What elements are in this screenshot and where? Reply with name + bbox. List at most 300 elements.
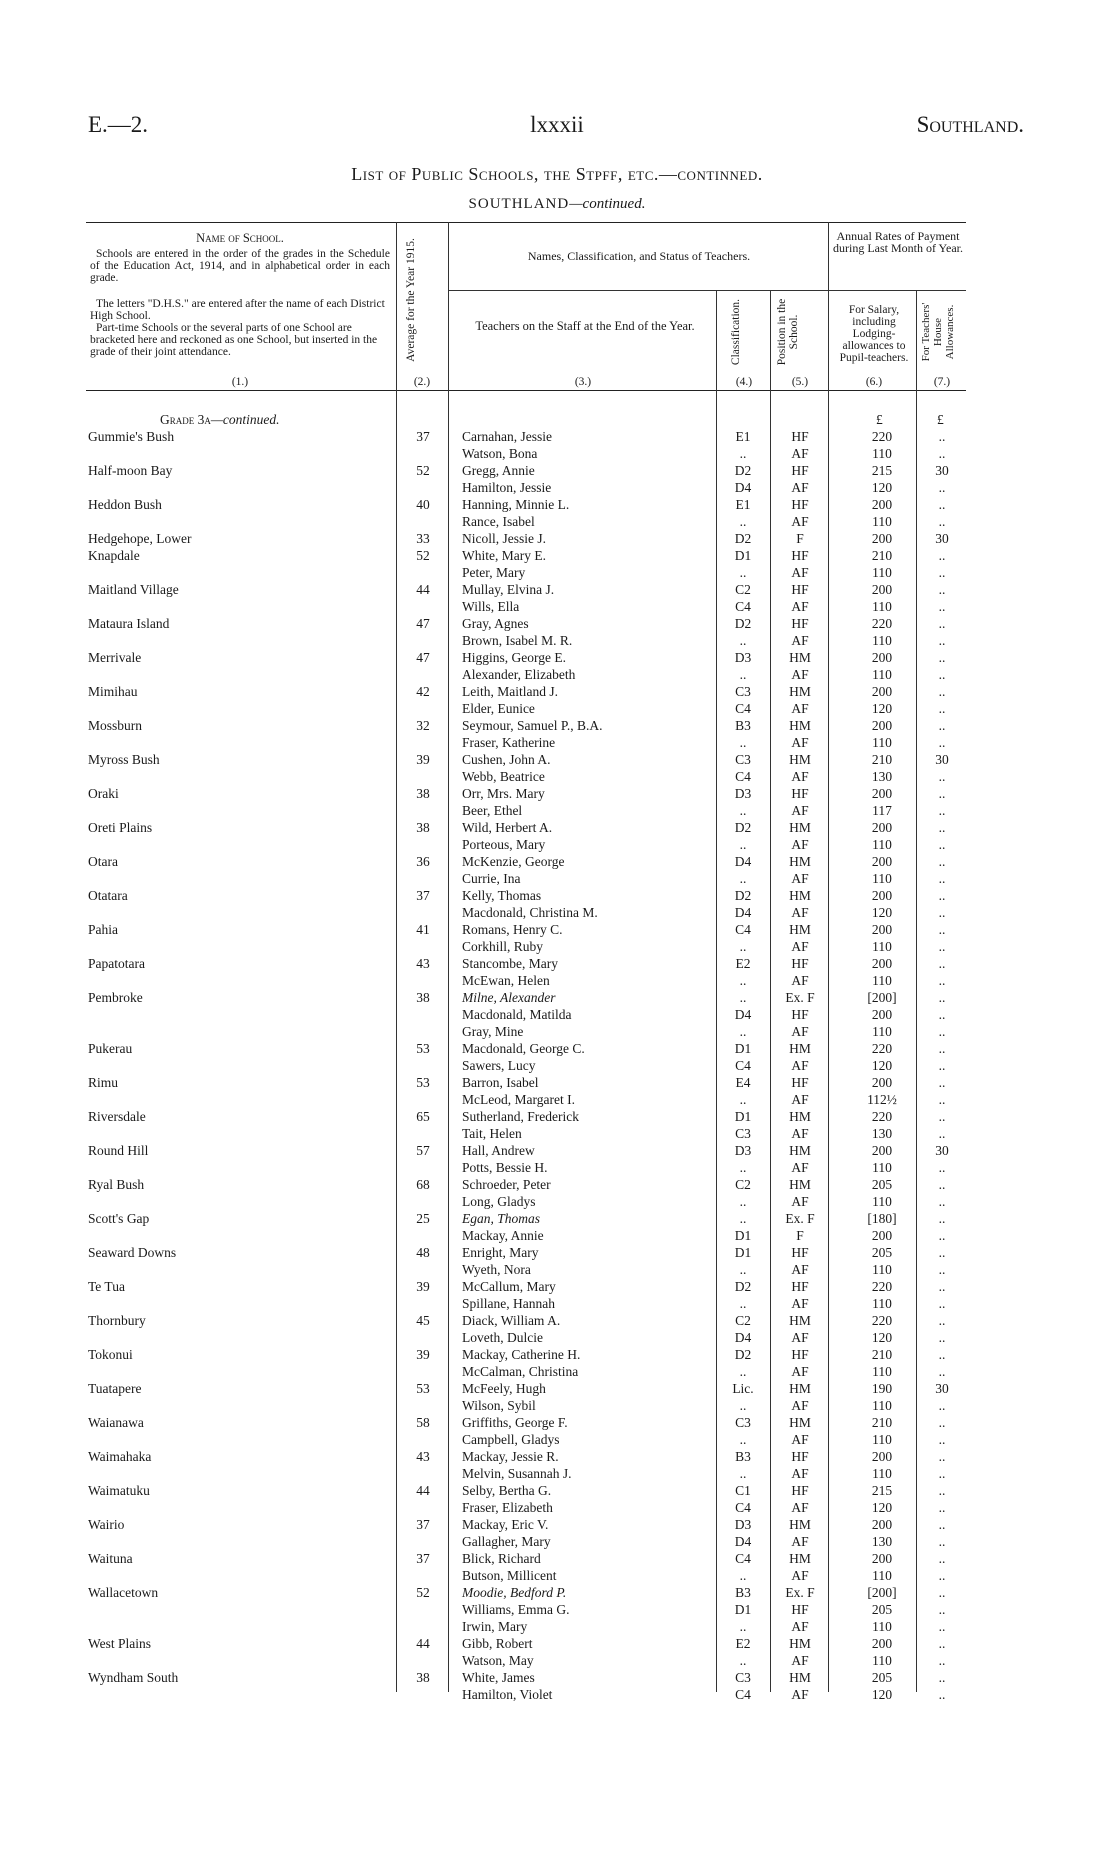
teacher-classification: C3 bbox=[735, 684, 751, 699]
house-allowance: .. bbox=[938, 1347, 946, 1362]
house-allowance: .. bbox=[938, 1364, 946, 1379]
teacher-position: HM bbox=[789, 922, 811, 937]
teacher-position: AF bbox=[791, 1653, 809, 1668]
house-allowance: 30 bbox=[935, 752, 949, 767]
table-row bbox=[0, 1057, 1114, 1074]
teacher-classification: E2 bbox=[735, 956, 751, 971]
salary-rate: 200 bbox=[871, 1449, 893, 1464]
col6-number: (6.) bbox=[865, 376, 883, 388]
teacher-classification: E2 bbox=[735, 1636, 751, 1651]
teacher-classification: D2 bbox=[734, 616, 752, 631]
teacher-name: Campbell, Gladys bbox=[462, 1432, 560, 1447]
table-row bbox=[0, 1227, 1114, 1244]
table-row bbox=[0, 1125, 1114, 1142]
teacher-classification: C2 bbox=[735, 1313, 751, 1328]
house-allowance: .. bbox=[938, 684, 946, 699]
house-allowance: .. bbox=[938, 1160, 946, 1175]
average-attendance: 39 bbox=[416, 1279, 430, 1294]
teacher-classification: D4 bbox=[734, 1007, 752, 1022]
teacher-position: HF bbox=[791, 1245, 809, 1260]
house-allowance: .. bbox=[938, 803, 946, 818]
teacher-position: AF bbox=[791, 1500, 809, 1515]
salary-rate: 200 bbox=[871, 922, 893, 937]
salary-rate: 130 bbox=[871, 1126, 893, 1141]
salary-rate: 200 bbox=[871, 582, 893, 597]
table-row bbox=[0, 1414, 1114, 1431]
teacher-name: Beer, Ethel bbox=[462, 803, 523, 818]
school-name: Mossburn bbox=[88, 718, 143, 733]
teacher-classification: Lic. bbox=[732, 1381, 754, 1396]
teacher-classification: .. bbox=[739, 633, 747, 648]
average-attendance: 37 bbox=[416, 429, 430, 444]
salary-rate: 110 bbox=[872, 1568, 892, 1583]
school-name: Myross Bush bbox=[88, 752, 160, 767]
teacher-name: Diack, William A. bbox=[462, 1313, 561, 1328]
table-row bbox=[0, 1074, 1114, 1091]
teacher-position: AF bbox=[791, 1568, 809, 1583]
teacher-classification: .. bbox=[739, 1364, 747, 1379]
table-top-rule bbox=[86, 222, 966, 223]
salary-rate: 205 bbox=[871, 1245, 893, 1260]
house-allowance: .. bbox=[938, 1058, 946, 1073]
table-row bbox=[0, 870, 1114, 887]
salary-rate: 120 bbox=[871, 1058, 893, 1073]
house-allowance: 30 bbox=[935, 1381, 949, 1396]
teacher-position: HM bbox=[789, 1415, 811, 1430]
col3-group-heading: Names, Classification, and Status of Teachers. bbox=[527, 249, 751, 263]
school-name: Wyndham South bbox=[88, 1670, 179, 1685]
teacher-position: AF bbox=[791, 1364, 809, 1379]
house-allowance: .. bbox=[938, 599, 946, 614]
salary-rate: 110 bbox=[872, 1160, 892, 1175]
school-name: Mataura Island bbox=[88, 616, 170, 631]
col1-number: (1.) bbox=[231, 376, 249, 388]
teacher-name: Hall, Andrew bbox=[462, 1143, 535, 1158]
house-allowance: .. bbox=[938, 1449, 946, 1464]
teacher-position: AF bbox=[791, 871, 809, 886]
average-attendance: 41 bbox=[416, 922, 430, 937]
table-row bbox=[0, 1516, 1114, 1533]
average-attendance: 38 bbox=[416, 786, 430, 801]
house-allowance: 30 bbox=[935, 1143, 949, 1158]
teacher-position: HM bbox=[789, 752, 811, 767]
salary-rate: 110 bbox=[872, 565, 892, 580]
teacher-position: HM bbox=[789, 888, 811, 903]
average-attendance: 47 bbox=[416, 616, 430, 631]
teacher-classification: .. bbox=[739, 1653, 747, 1668]
salary-rate: 120 bbox=[871, 1687, 893, 1702]
teacher-name: Cushen, John A. bbox=[462, 752, 551, 767]
teacher-position: HF bbox=[791, 1602, 809, 1617]
salary-rate: 110 bbox=[872, 514, 892, 529]
teacher-name: Melvin, Susannah J. bbox=[462, 1466, 572, 1481]
teacher-position: AF bbox=[791, 1330, 809, 1345]
subtitle-continued: —continued. bbox=[569, 196, 646, 212]
salary-rate: 120 bbox=[871, 701, 893, 716]
col3-number: (3.) bbox=[574, 376, 592, 388]
teacher-name: Mullay, Elvina J. bbox=[462, 582, 555, 597]
teacher-name: McCalman, Christina bbox=[462, 1364, 579, 1379]
teacher-name: Macdonald, Christina M. bbox=[462, 905, 598, 920]
table-row bbox=[0, 1584, 1114, 1601]
salary-rate: 200 bbox=[871, 820, 893, 835]
teacher-name: Seymour, Samuel P., B.A. bbox=[462, 718, 603, 733]
teacher-name: Gray, Agnes bbox=[462, 616, 529, 631]
salary-rate: 200 bbox=[871, 531, 893, 546]
salary-rate: 200 bbox=[871, 684, 893, 699]
school-name: Te Tua bbox=[88, 1279, 125, 1294]
average-attendance: 43 bbox=[416, 1449, 430, 1464]
house-allowance: .. bbox=[938, 1517, 946, 1532]
average-attendance: 44 bbox=[416, 582, 430, 597]
page-title: List of Public Schools, the Stpff, etc.—continned. bbox=[351, 164, 763, 184]
col4-heading: Classification. bbox=[730, 298, 742, 366]
school-name: Thornbury bbox=[88, 1313, 146, 1328]
teacher-classification: D4 bbox=[734, 1330, 752, 1345]
teacher-name: Blick, Richard bbox=[462, 1551, 541, 1566]
teacher-classification: E1 bbox=[735, 429, 751, 444]
school-name: Mimihau bbox=[88, 684, 138, 699]
col6-heading: For Salary, including Lodging-allowances to Pupil-teachers. bbox=[839, 304, 909, 364]
table-row bbox=[0, 921, 1114, 938]
teacher-classification: .. bbox=[739, 735, 747, 750]
house-allowance: .. bbox=[938, 1007, 946, 1022]
teacher-position: AF bbox=[791, 1398, 809, 1413]
salary-rate: 205 bbox=[871, 1602, 893, 1617]
teacher-name: Romans, Henry C. bbox=[462, 922, 563, 937]
school-name: Maitland Village bbox=[88, 582, 179, 597]
teacher-name: Macdonald, Matilda bbox=[462, 1007, 572, 1022]
table-row bbox=[0, 1108, 1114, 1125]
col6-group-heading: Annual Rates of Payment during Last Month of Year. bbox=[833, 229, 963, 255]
salary-rate: 117 bbox=[872, 803, 892, 818]
teacher-name: McCallum, Mary bbox=[462, 1279, 556, 1294]
teacher-position: AF bbox=[791, 1126, 809, 1141]
teacher-classification: .. bbox=[739, 1194, 747, 1209]
table-row bbox=[0, 1482, 1114, 1499]
school-name: West Plains bbox=[88, 1636, 152, 1651]
table-row bbox=[0, 1363, 1114, 1380]
teacher-position: AF bbox=[791, 1619, 809, 1634]
house-allowance: .. bbox=[938, 1177, 946, 1192]
table-row bbox=[0, 1397, 1114, 1414]
house-allowance: .. bbox=[938, 871, 946, 886]
salary-rate: 110 bbox=[872, 1262, 892, 1277]
teacher-position: AF bbox=[791, 1058, 809, 1073]
average-attendance: 65 bbox=[416, 1109, 430, 1124]
teacher-position: HF bbox=[791, 1483, 809, 1498]
teacher-classification: .. bbox=[739, 1092, 747, 1107]
average-attendance: 39 bbox=[416, 752, 430, 767]
teacher-name: Peter, Mary bbox=[462, 565, 526, 580]
teacher-position: AF bbox=[791, 599, 809, 614]
teacher-name: Sawers, Lucy bbox=[462, 1058, 536, 1073]
teacher-classification: D4 bbox=[734, 480, 752, 495]
table-row bbox=[0, 479, 1114, 496]
table-row bbox=[0, 1601, 1114, 1618]
house-allowance: .. bbox=[938, 1432, 946, 1447]
teacher-name: Moodie, Bedford P. bbox=[462, 1585, 567, 1600]
school-name: Gummie's Bush bbox=[88, 429, 175, 444]
teacher-position: HM bbox=[789, 1041, 811, 1056]
teacher-position: AF bbox=[791, 667, 809, 682]
teacher-position: HM bbox=[789, 820, 811, 835]
house-allowance: .. bbox=[938, 1075, 946, 1090]
teacher-position: F bbox=[796, 1228, 804, 1243]
teacher-name: Porteous, Mary bbox=[462, 837, 546, 852]
table-row bbox=[0, 666, 1114, 683]
teacher-position: AF bbox=[791, 1092, 809, 1107]
average-attendance: 52 bbox=[416, 1585, 430, 1600]
teacher-classification: D1 bbox=[734, 548, 752, 563]
teacher-position: HM bbox=[789, 1636, 811, 1651]
teacher-name: Corkhill, Ruby bbox=[462, 939, 544, 954]
teacher-name: Sutherland, Frederick bbox=[462, 1109, 579, 1124]
house-allowance: .. bbox=[938, 837, 946, 852]
school-name: Round Hill bbox=[88, 1143, 149, 1158]
average-attendance: 38 bbox=[416, 820, 430, 835]
grade-heading bbox=[160, 412, 280, 428]
average-attendance: 38 bbox=[416, 990, 430, 1005]
house-allowance: .. bbox=[938, 854, 946, 869]
teacher-name: Hamilton, Jessie bbox=[462, 480, 552, 495]
table-row bbox=[0, 1023, 1114, 1040]
teacher-classification: D3 bbox=[734, 1143, 752, 1158]
teacher-position: HF bbox=[791, 1075, 809, 1090]
region-header: Southland. bbox=[916, 112, 1024, 137]
average-attendance: 57 bbox=[416, 1143, 430, 1158]
teacher-classification: .. bbox=[739, 973, 747, 988]
table-row bbox=[0, 972, 1114, 989]
teacher-classification: C4 bbox=[735, 1687, 751, 1702]
teacher-position: AF bbox=[791, 939, 809, 954]
teacher-position: AF bbox=[791, 565, 809, 580]
teacher-classification: D1 bbox=[734, 1109, 752, 1124]
teacher-classification: D2 bbox=[734, 463, 752, 478]
teacher-name: Fraser, Elizabeth bbox=[462, 1500, 553, 1515]
salary-rate: 205 bbox=[871, 1177, 893, 1192]
col5-heading: Position in the School. bbox=[776, 298, 800, 366]
table-row bbox=[0, 1550, 1114, 1567]
teacher-position: Ex. F bbox=[785, 990, 815, 1005]
average-attendance: 39 bbox=[416, 1347, 430, 1362]
teacher-position: HM bbox=[789, 1670, 811, 1685]
school-name: Oreti Plains bbox=[88, 820, 153, 835]
teacher-name: Egan, Thomas bbox=[462, 1211, 541, 1226]
col2-heading: Average for the Year 1915. bbox=[405, 238, 417, 362]
teacher-classification: .. bbox=[739, 871, 747, 886]
average-attendance: 37 bbox=[416, 1517, 430, 1532]
teacher-name: Milne, Alexander bbox=[462, 990, 556, 1005]
teacher-name: Mackay, Catherine H. bbox=[462, 1347, 581, 1362]
teacher-classification: .. bbox=[739, 565, 747, 580]
salary-rate: 210 bbox=[871, 1347, 893, 1362]
house-allowance: .. bbox=[938, 735, 946, 750]
teacher-position: AF bbox=[791, 1432, 809, 1447]
school-name: Waimatuku bbox=[88, 1483, 150, 1498]
salary-rate: 110 bbox=[872, 1024, 892, 1039]
house-allowance: .. bbox=[938, 1279, 946, 1294]
teacher-classification: C2 bbox=[735, 1177, 751, 1192]
school-name: Otara bbox=[88, 854, 118, 869]
teacher-name: Gibb, Robert bbox=[462, 1636, 533, 1651]
salary-rate: 110 bbox=[872, 735, 892, 750]
salary-rate: 120 bbox=[871, 1330, 893, 1345]
table-row bbox=[0, 1635, 1114, 1652]
teacher-name: Watson, May bbox=[462, 1653, 534, 1668]
salary-rate: 210 bbox=[871, 1415, 893, 1430]
teacher-position: AF bbox=[791, 1160, 809, 1175]
average-attendance: 52 bbox=[416, 463, 430, 478]
teacher-position: AF bbox=[791, 446, 809, 461]
teacher-position: HM bbox=[789, 684, 811, 699]
salary-rate: 110 bbox=[872, 667, 892, 682]
teacher-name: Wyeth, Nora bbox=[462, 1262, 531, 1277]
teacher-classification: C4 bbox=[735, 1551, 751, 1566]
house-allowance: .. bbox=[938, 1296, 946, 1311]
table-row bbox=[0, 1380, 1114, 1397]
table-row bbox=[0, 1244, 1114, 1261]
table-row bbox=[0, 1193, 1114, 1210]
salary-rate: 220 bbox=[871, 1041, 893, 1056]
average-attendance: 48 bbox=[416, 1245, 430, 1260]
teacher-name: Mackay, Jessie R. bbox=[462, 1449, 559, 1464]
table-row bbox=[0, 1091, 1114, 1108]
table-row bbox=[0, 1448, 1114, 1465]
teacher-name: Brown, Isabel M. R. bbox=[462, 633, 573, 648]
salary-rate: 220 bbox=[871, 1279, 893, 1294]
average-attendance: 25 bbox=[416, 1211, 430, 1226]
teacher-classification: C3 bbox=[735, 1415, 751, 1430]
teacher-classification: .. bbox=[739, 1466, 747, 1481]
table-row bbox=[0, 1465, 1114, 1482]
salary-rate: 110 bbox=[872, 871, 892, 886]
house-allowance: .. bbox=[938, 956, 946, 971]
table-row bbox=[0, 462, 1114, 479]
teacher-position: AF bbox=[791, 1534, 809, 1549]
salary-rate: 110 bbox=[872, 1194, 892, 1209]
teacher-name: Currie, Ina bbox=[462, 871, 521, 886]
teachers-group-rule bbox=[448, 290, 966, 291]
teacher-name: Gallagher, Mary bbox=[462, 1534, 551, 1549]
teacher-position: HF bbox=[791, 1449, 809, 1464]
table-row bbox=[0, 1159, 1114, 1176]
house-allowance: .. bbox=[938, 922, 946, 937]
school-name: Wallacetown bbox=[88, 1585, 159, 1600]
teacher-classification: .. bbox=[739, 446, 747, 461]
teacher-name: Hamilton, Violet bbox=[462, 1687, 553, 1702]
school-name: Papatotara bbox=[88, 956, 145, 971]
table-row bbox=[0, 649, 1114, 666]
teacher-position: HF bbox=[791, 582, 809, 597]
teacher-classification: D3 bbox=[734, 1517, 752, 1532]
salary-currency: £ bbox=[876, 412, 883, 427]
table-row bbox=[0, 1295, 1114, 1312]
salary-rate: 120 bbox=[871, 480, 893, 495]
table-row bbox=[0, 904, 1114, 921]
table-row bbox=[0, 989, 1114, 1006]
salary-rate: 110 bbox=[872, 939, 892, 954]
table-row bbox=[0, 819, 1114, 836]
teacher-classification: .. bbox=[739, 1432, 747, 1447]
house-allowance: .. bbox=[938, 1466, 946, 1481]
teacher-classification: D1 bbox=[734, 1041, 752, 1056]
house-allowance: .. bbox=[938, 582, 946, 597]
teacher-position: AF bbox=[791, 735, 809, 750]
salary-rate: 200 bbox=[871, 497, 893, 512]
teacher-position: AF bbox=[791, 803, 809, 818]
house-allowance: .. bbox=[938, 1602, 946, 1617]
school-name: Seaward Downs bbox=[88, 1245, 177, 1260]
table-row bbox=[0, 802, 1114, 819]
teacher-position: HM bbox=[789, 1109, 811, 1124]
school-name: Hedgehope, Lower bbox=[88, 531, 192, 546]
teacher-position: HM bbox=[789, 1381, 811, 1396]
col1-title: Name of School. bbox=[196, 231, 284, 245]
table-row bbox=[0, 1669, 1114, 1686]
table-row bbox=[0, 751, 1114, 768]
average-attendance: 58 bbox=[416, 1415, 430, 1430]
teacher-classification: .. bbox=[739, 837, 747, 852]
school-name: Tuatapere bbox=[88, 1381, 142, 1396]
school-name: Pembroke bbox=[88, 990, 143, 1005]
house-allowance: 30 bbox=[935, 531, 949, 546]
house-allowance: .. bbox=[938, 446, 946, 461]
teacher-position: AF bbox=[791, 973, 809, 988]
average-attendance: 45 bbox=[416, 1313, 430, 1328]
teacher-position: AF bbox=[791, 1262, 809, 1277]
teacher-name: Webb, Beatrice bbox=[462, 769, 545, 784]
teacher-position: AF bbox=[791, 1194, 809, 1209]
school-name: Half-moon Bay bbox=[88, 463, 173, 478]
teacher-name: Hanning, Minnie L. bbox=[462, 497, 570, 512]
average-attendance: 53 bbox=[416, 1381, 430, 1396]
teacher-name: Tait, Helen bbox=[462, 1126, 522, 1141]
school-name: Rimu bbox=[88, 1075, 119, 1090]
teacher-classification: C3 bbox=[735, 1126, 751, 1141]
house-allowance: .. bbox=[938, 1636, 946, 1651]
col5-number: (5.) bbox=[791, 376, 809, 388]
teacher-classification: E1 bbox=[735, 497, 751, 512]
teacher-name: McEwan, Helen bbox=[462, 973, 550, 988]
teacher-name: Stancombe, Mary bbox=[462, 956, 558, 971]
average-attendance: 43 bbox=[416, 956, 430, 971]
col2-number: (2.) bbox=[413, 376, 431, 388]
table-row bbox=[0, 1567, 1114, 1584]
table-row bbox=[0, 734, 1114, 751]
salary-rate: 220 bbox=[871, 1313, 893, 1328]
teacher-name: Schroeder, Peter bbox=[462, 1177, 551, 1192]
teacher-position: Ex. F bbox=[785, 1585, 815, 1600]
house-allowance: .. bbox=[938, 429, 946, 444]
salary-rate: 110 bbox=[872, 446, 892, 461]
school-name: Pahia bbox=[88, 922, 118, 937]
teacher-name: Wilson, Sybil bbox=[462, 1398, 536, 1413]
teacher-classification: E4 bbox=[735, 1075, 751, 1090]
col3-heading: Teachers on the Staff at the End of the Year. bbox=[475, 319, 695, 333]
salary-rate: 220 bbox=[871, 429, 893, 444]
house-allowance: .. bbox=[938, 769, 946, 784]
page-subtitle bbox=[0, 196, 1114, 213]
house-allowance: .. bbox=[938, 1551, 946, 1566]
teacher-classification: D2 bbox=[734, 888, 752, 903]
teacher-position: HM bbox=[789, 1551, 811, 1566]
teacher-position: AF bbox=[791, 837, 809, 852]
teacher-name: Macdonald, George C. bbox=[462, 1041, 585, 1056]
teacher-classification: D1 bbox=[734, 1228, 752, 1243]
salary-rate: 110 bbox=[872, 633, 892, 648]
teacher-position: AF bbox=[791, 1466, 809, 1481]
